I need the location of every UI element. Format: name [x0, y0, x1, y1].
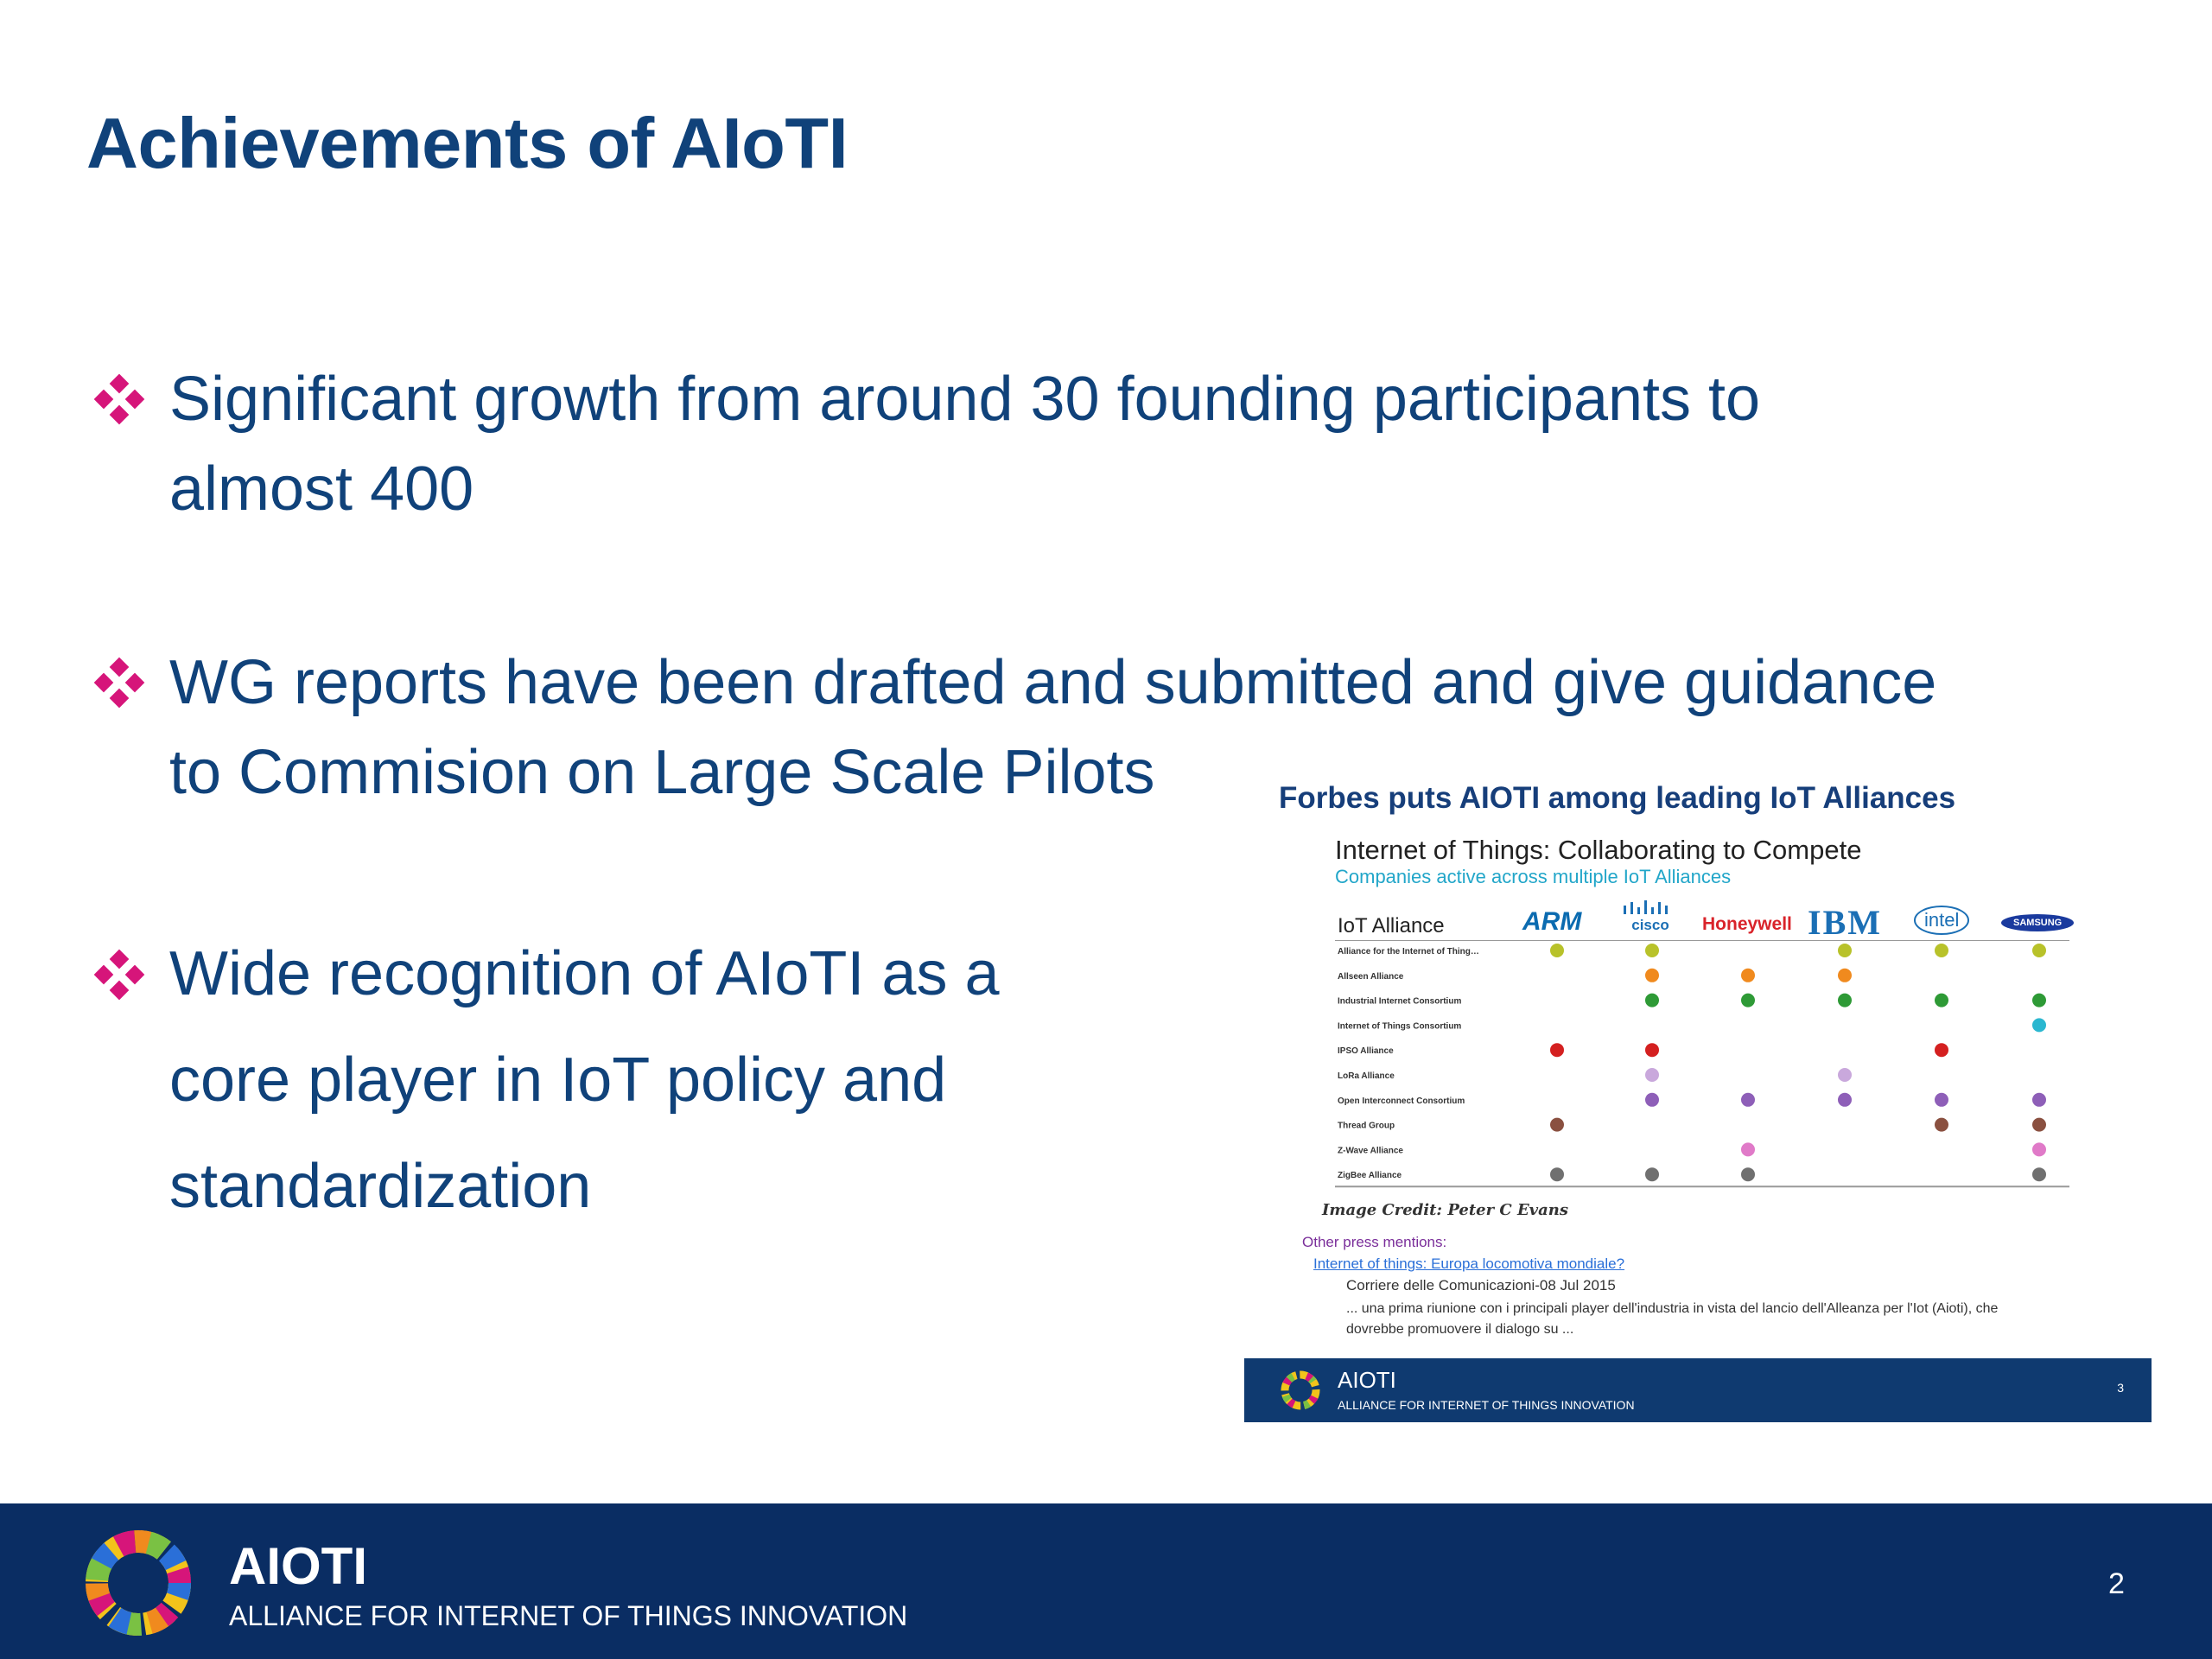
membership-dot	[1645, 1093, 1659, 1107]
figure-footer-name: AIOTI	[1338, 1367, 1396, 1393]
press-heading: Other press mentions:	[1302, 1234, 1447, 1250]
alliance-name: IPSO Alliance	[1338, 1046, 1394, 1057]
alliance-name: Open Interconnect Consortium	[1338, 1096, 1465, 1106]
bullet-line: WG reports have been drafted and submitted and give guidance	[169, 648, 1937, 717]
membership-dot	[2032, 994, 2046, 1007]
membership-dot	[1838, 1068, 1852, 1082]
membership-dot	[1838, 994, 1852, 1007]
membership-dot	[1550, 944, 1564, 957]
membership-dot	[1741, 994, 1755, 1007]
membership-dot	[1550, 1043, 1564, 1057]
bullet-line: Wide recognition of AIoTI as a	[169, 939, 1000, 1008]
bullet-text	[169, 354, 1760, 534]
press-source: Corriere delle Comunicazioni-08 Jul 2015	[1346, 1277, 1616, 1294]
slide-title: Achievements of AIoTI	[86, 103, 849, 183]
alliance-name: Alliance for the Internet of Thing…	[1338, 947, 1479, 957]
membership-dot	[1741, 969, 1755, 982]
membership-dot	[1645, 1068, 1659, 1082]
membership-dot	[1550, 1167, 1564, 1181]
press-excerpt: ... una prima riunione con i principali player dell'industria in vista del lancio dell'Alleanza per l'Iot (Aioti), che dovrebbe promuovere il dialogo su ...	[1346, 1301, 1999, 1337]
cisco-label: cisco	[1631, 917, 1669, 933]
membership-dot	[1935, 1093, 1948, 1107]
membership-dot	[1645, 994, 1659, 1007]
bullet-text	[169, 921, 1000, 1240]
membership-dot	[1645, 944, 1659, 957]
brand-arm: ARM	[1522, 907, 1582, 936]
cisco-bars-icon	[1620, 900, 1681, 914]
footer-org-full: ALLIANCE FOR INTERNET OF THINGS INNOVATION	[229, 1600, 908, 1631]
membership-dot	[1645, 969, 1659, 982]
slide-footer	[0, 1503, 2212, 1659]
image-credit: Image Credit: Peter C Evans	[1322, 1201, 1569, 1219]
brand-honeywell: Honeywell	[1702, 914, 1792, 934]
membership-dot	[2032, 1167, 2046, 1181]
press-link[interactable]: Internet of things: Europa locomotiva mondiale?	[1313, 1255, 1625, 1272]
alliance-name: LoRa Alliance	[1338, 1071, 1395, 1081]
membership-dot	[1741, 1167, 1755, 1181]
membership-dot	[1645, 1167, 1659, 1181]
brand-ibm: IBM	[1808, 903, 1882, 942]
figure-footer-full: ALLIANCE FOR INTERNET OF THINGS INNOVATION	[1338, 1398, 1635, 1412]
membership-dot	[1935, 1043, 1948, 1057]
figure-footer	[1244, 1358, 2152, 1422]
alliance-name: Thread Group	[1338, 1121, 1395, 1131]
bullet-line: almost 400	[169, 454, 474, 524]
table-header-label: IoT Alliance	[1338, 914, 1445, 938]
diamond-bullet-icon	[93, 657, 145, 709]
aioti-logo-icon	[1270, 1369, 1331, 1412]
diamond-bullet-icon	[93, 949, 145, 1001]
brand-cisco	[1616, 900, 1685, 934]
membership-dot	[2032, 1142, 2046, 1156]
membership-dot	[1741, 1142, 1755, 1156]
figure-footer-page: 3	[2117, 1381, 2124, 1395]
diamond-bullet-icon	[93, 373, 145, 425]
aioti-logo-icon	[60, 1524, 216, 1642]
bullet-line: Significant growth from around 30 founding participants to	[169, 365, 1761, 434]
brand-samsung: SAMSUNG	[2001, 914, 2074, 931]
chart-title: Internet of Things: Collaborating to Compete	[1335, 835, 1862, 865]
alliance-name: Industrial Internet Consortium	[1338, 996, 1462, 1007]
membership-dot	[1550, 1118, 1564, 1132]
page-number: 2	[2108, 1567, 2125, 1600]
membership-dot	[1838, 1093, 1852, 1107]
membership-dot	[2032, 1018, 2046, 1032]
membership-dot	[1645, 1043, 1659, 1057]
alliance-name: Allseen Alliance	[1338, 971, 1404, 982]
figure-title: Forbes puts AIOTI among leading IoT Alliances	[1279, 781, 1956, 815]
bullet-line: core player in IoT policy and	[169, 1046, 947, 1115]
alliance-name: Z-Wave Alliance	[1338, 1146, 1403, 1156]
membership-dot	[2032, 944, 2046, 957]
membership-dot	[1838, 969, 1852, 982]
membership-dot	[2032, 1093, 2046, 1107]
membership-dot	[1935, 1118, 1948, 1132]
chart-subtitle: Companies active across multiple IoT Alliances	[1335, 866, 1732, 887]
alliance-name: Internet of Things Consortium	[1338, 1021, 1462, 1032]
membership-dot	[1741, 1093, 1755, 1107]
forbes-figure	[1236, 769, 2152, 1426]
membership-dot	[1838, 944, 1852, 957]
membership-dot	[1935, 944, 1948, 957]
membership-dot	[1935, 994, 1948, 1007]
bullet-line: to Commision on Large Scale Pilots	[169, 738, 1155, 807]
bullet-line: standardization	[169, 1152, 592, 1221]
brand-intel: intel	[1914, 906, 1969, 935]
footer-org-name: AIOTI	[229, 1537, 367, 1595]
alliance-name: ZigBee Alliance	[1338, 1171, 1402, 1181]
membership-dot	[2032, 1118, 2046, 1132]
